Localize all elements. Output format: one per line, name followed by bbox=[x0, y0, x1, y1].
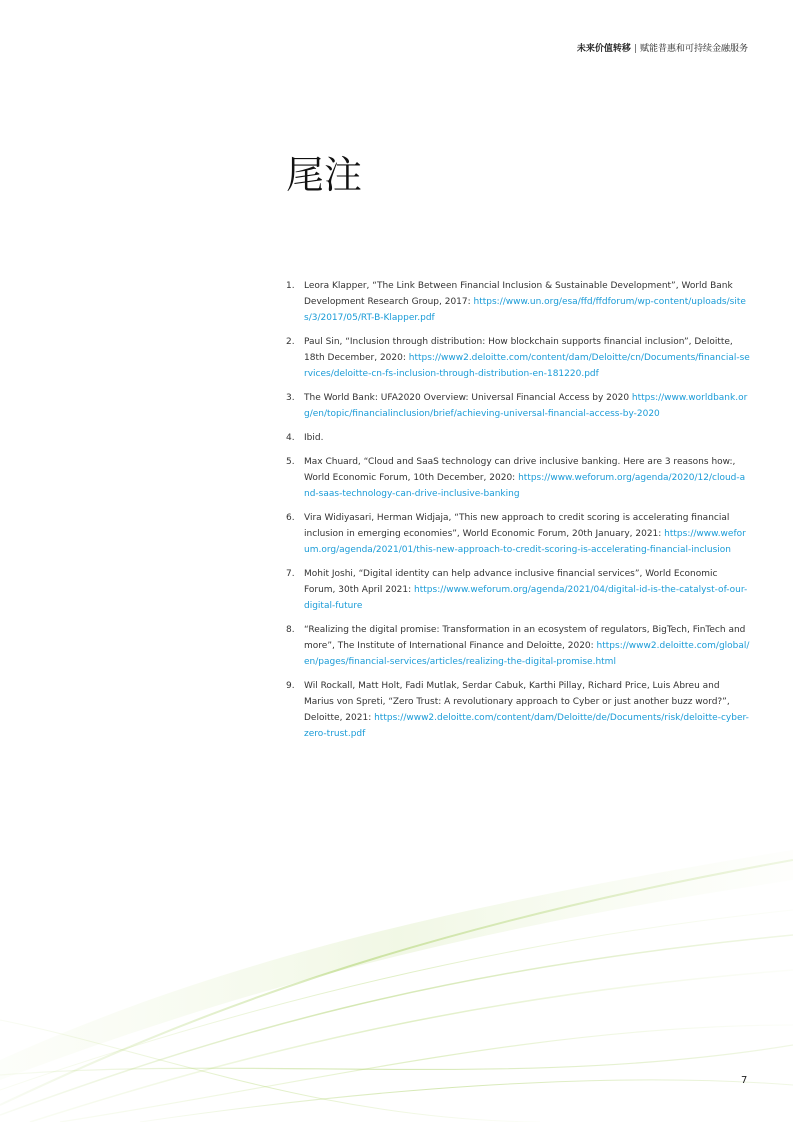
endnote-text: Mohit Joshi, “Digital identity can help advance inclusive financial services”, World Economic Forum, 30th April 2021: bbox=[304, 569, 718, 595]
endnote-number: 8. bbox=[286, 625, 295, 635]
wave-line bbox=[140, 1080, 793, 1122]
wave-line bbox=[0, 1045, 793, 1075]
wave-band bbox=[0, 850, 793, 1080]
endnote-link[interactable]: https://www.weforum.org/agenda/2021/01/this-new-approach-to-credit-scoring-is-accelerating-financial-inclusion bbox=[304, 529, 746, 555]
endnotes-list bbox=[286, 278, 750, 750]
endnote-item bbox=[286, 566, 750, 614]
endnote-item bbox=[286, 278, 750, 326]
endnote-link[interactable]: https://www.weforum.org/agenda/2021/04/digital-id-is-the-catalyst-of-our-digital-future bbox=[304, 585, 748, 611]
endnote-item bbox=[286, 510, 750, 558]
header-report-subtitle: 赋能普惠和可持续金融服务 bbox=[639, 44, 748, 54]
endnote-text: Leora Klapper, “The Link Between Financial Inclusion & Sustainable Development”, World Bank Development Research Group, 2017: bbox=[304, 281, 733, 307]
endnote-item bbox=[286, 622, 750, 670]
endnote-number: 6. bbox=[286, 513, 295, 523]
endnote-number: 3. bbox=[286, 393, 295, 403]
endnote-text: “Realizing the digital promise: Transformation in an ecosystem of regulators, BigTech, FinTech and more”, The Institute of International Finance and Deloitte, 2020: bbox=[304, 625, 746, 651]
endnote-number: 9. bbox=[286, 681, 295, 691]
endnote-text: Vira Widiyasari, Herman Widjaja, “This new approach to credit scoring is accelerating financial inclusion in emerging economies”, World Economic Forum, 20th January, 2021: bbox=[304, 513, 730, 539]
endnote-link[interactable]: https://www.worldbank.org/en/topic/financialinclusion/brief/achieving-universal-financial-access-by-2020 bbox=[304, 393, 748, 419]
endnote-text: The World Bank: UFA2020 Overview: Universal Financial Access by 2020 bbox=[304, 393, 632, 403]
endnote-item bbox=[286, 678, 750, 742]
endnote-link[interactable]: https://www2.deloitte.com/content/dam/Deloitte/de/Documents/risk/deloitte-cyber-zero-trust.pdf bbox=[304, 713, 749, 739]
decorative-green-waves bbox=[0, 820, 793, 1122]
endnote-number: 7. bbox=[286, 569, 295, 579]
header-separator: | bbox=[633, 44, 637, 54]
endnote-item bbox=[286, 430, 750, 446]
endnote-item bbox=[286, 390, 750, 422]
page-number: 7 bbox=[741, 1075, 748, 1086]
endnote-item bbox=[286, 454, 750, 502]
endnote-number: 2. bbox=[286, 337, 295, 347]
endnote-number: 5. bbox=[286, 457, 295, 467]
endnote-text: Paul Sin, “Inclusion through distribution: How blockchain supports financial inclusion”, Deloitte, 18th December, 2020: bbox=[304, 337, 733, 363]
endnote-number: 1. bbox=[286, 281, 295, 291]
page-title: 尾注 bbox=[286, 153, 363, 197]
endnote-text: Wil Rockall, Matt Holt, Fadi Mutlak, Serdar Cabuk, Karthi Pillay, Richard Price, Luis Abreu and Marius von Spreti, “Zero Trust: A revolutionary approach to Cyber or just another buzz word?”, Deloitte, 2021: bbox=[304, 681, 730, 723]
endnote-number: 4. bbox=[286, 433, 295, 443]
endnote-text: Max Chuard, “Cloud and SaaS technology can drive inclusive banking. Here are 3 reasons how:, World Economic Forum, 10th December, 2020: bbox=[304, 457, 736, 483]
wave-line bbox=[60, 1025, 793, 1122]
endnote-link[interactable]: https://www.weforum.org/agenda/2020/12/cloud-and-saas-technology-can-drive-inclusive-banking bbox=[304, 473, 746, 499]
endnote-item bbox=[286, 334, 750, 382]
endnote-text: Ibid. bbox=[304, 433, 324, 443]
header-report-title: 未来价值转移 bbox=[576, 44, 631, 54]
endnote-link[interactable]: https://www2.deloitte.com/global/en/pages/financial-services/articles/realizing-the-digital-promise.html bbox=[304, 641, 750, 667]
endnote-link[interactable]: https://www.un.org/esa/ffd/ffdforum/wp-content/uploads/sites/3/2017/05/RT-B-Klapper.pdf bbox=[304, 297, 746, 323]
running-header bbox=[577, 43, 748, 55]
endnote-link[interactable]: https://www2.deloitte.com/content/dam/Deloitte/cn/Documents/financial-services/deloitte-cn-fs-inclusion-through-distribution-en-181220.pdf bbox=[304, 353, 750, 379]
